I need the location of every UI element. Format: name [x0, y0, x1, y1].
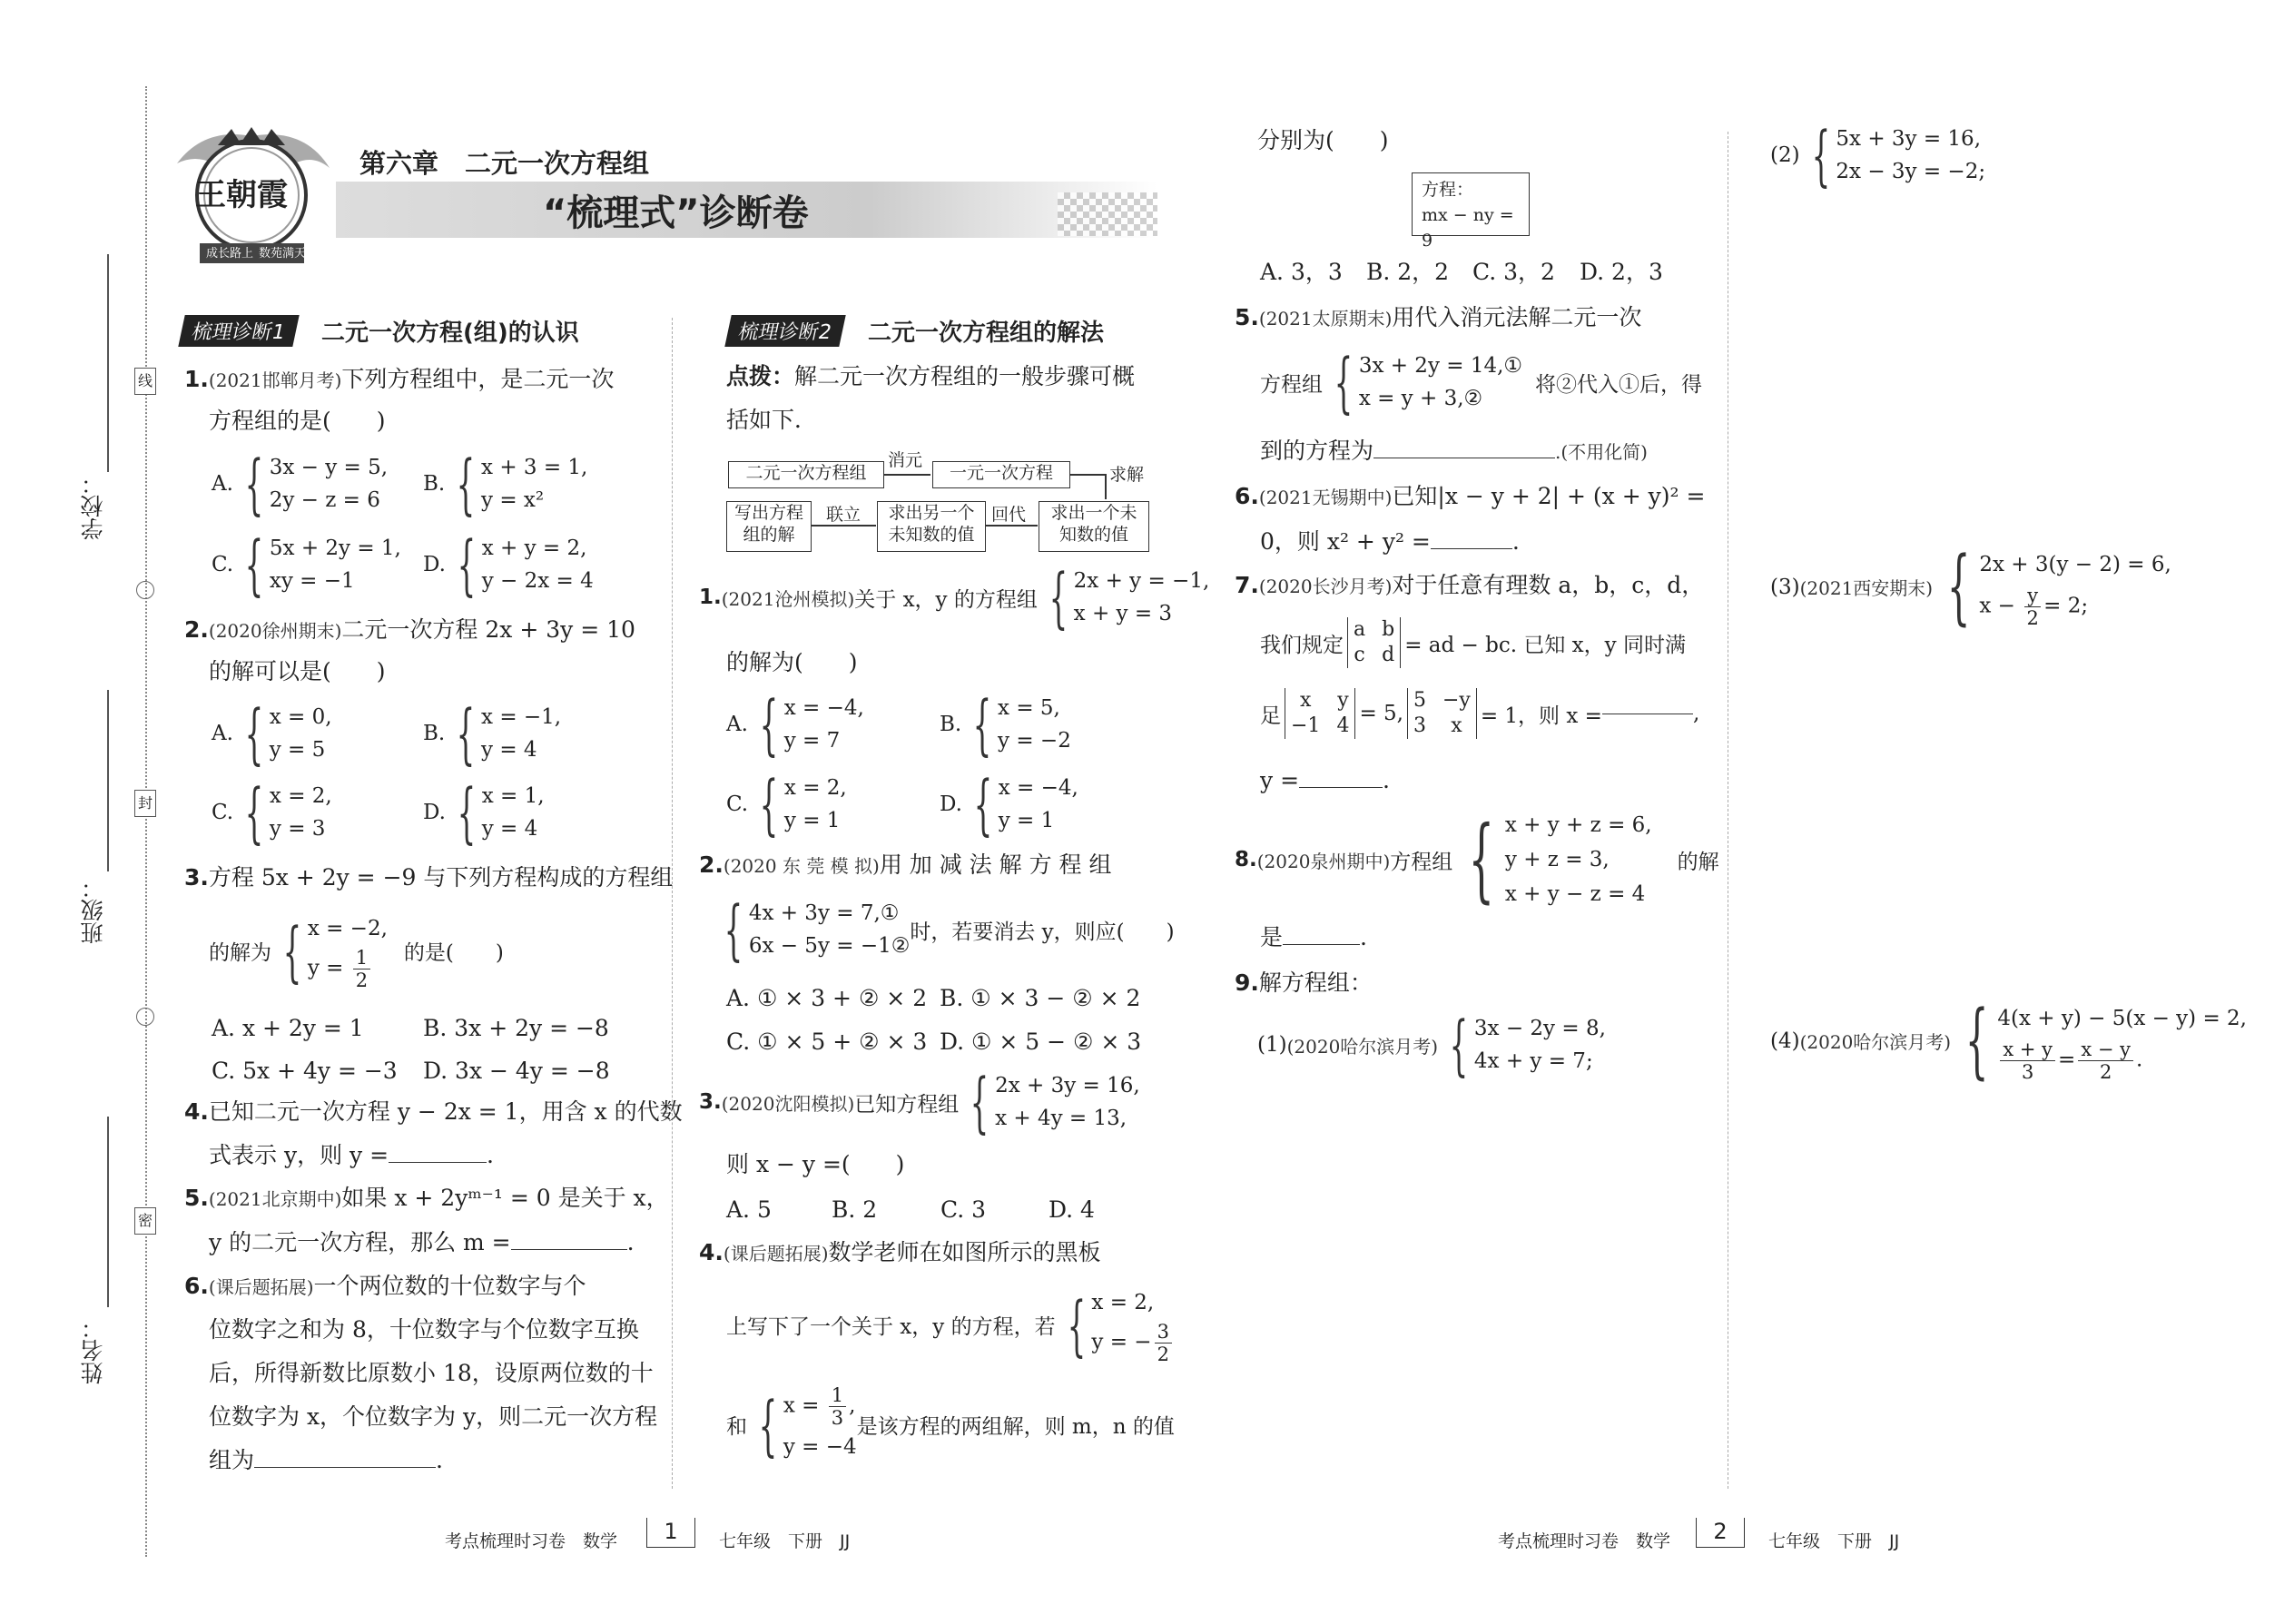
q-text: 下列方程组中，是二元一次	[341, 366, 615, 392]
flow-arrow	[1105, 474, 1107, 499]
q1-option-b[interactable]: B. { x + 3 = 1, y = x²	[423, 446, 588, 522]
p1-option-a[interactable]: A. { x = −4, y = 7	[726, 686, 864, 763]
q1-option-c[interactable]: C. { 5x + 2y = 1, xy = −1	[212, 527, 401, 603]
blackboard: 方程： mx − ny = 9	[1412, 172, 1530, 236]
flow-box-system: 二元一次方程组	[728, 461, 884, 488]
page-number-2: 2	[1696, 1518, 1745, 1548]
q2-text2: 的解可以是( )	[209, 658, 386, 684]
question-p9: 9.解方程组：	[1235, 969, 1373, 996]
p4-line3: 和 { x = $\frac{1}{3}$ , y = −4 是该方程的两组解，则 m，n 的值	[726, 1384, 1175, 1463]
p1-option-c[interactable]: C. { x = 2, y = 1	[726, 766, 847, 842]
binding-line	[145, 86, 147, 1557]
question-p6: 6.(2021无锡期中)已知|x − y + 2| + (x + y)² =	[1235, 483, 1706, 509]
p2-option-d[interactable]: D. ① × 5 − ② × 3	[940, 1029, 1142, 1055]
flow-label-eliminate: 消元	[888, 450, 923, 470]
flow-box-write: 写出方程 组的解	[726, 501, 812, 552]
question-3: 3.方程 5x + 2y = −9 与下列方程构成的方程组	[184, 864, 674, 891]
section-header-2: 梳理诊断2 二元一次方程组的解法	[728, 314, 1104, 347]
question-6: 6.(课后题拓展)一个两位数的十位数字与个	[184, 1273, 586, 1299]
logo-text: 王朝霞	[195, 177, 288, 213]
name-underline	[107, 1117, 109, 1307]
p8-line2: 是 .	[1260, 924, 1367, 950]
q3-option-d[interactable]: D. 3x − 4y = −8	[423, 1058, 610, 1084]
question-p3: 3. (2020沈阳模拟) 已知方程组 { 2x + 3y = 16, x + 4y = 13,	[699, 1064, 1140, 1140]
flow-label-combine: 联立	[826, 505, 861, 525]
flow-label-substitute: 回代	[991, 505, 1027, 525]
punch-hole-icon	[136, 581, 154, 599]
q1-text2: 方程组的是( )	[209, 408, 386, 434]
q2-option-b[interactable]: B. { x = −1, y = 4	[423, 695, 562, 772]
p3-option-b[interactable]: B. 2	[832, 1196, 878, 1223]
p2-system: { 4x + 3y = 7,① 6x − 5y = −1② 时，若要消去 y，则应( )	[724, 891, 1175, 968]
footer-left-right: 七年级 下册 JJ	[719, 1531, 851, 1551]
q1-option-d[interactable]: D. { x + y = 2, y − 2x = 4	[423, 527, 594, 603]
question-2: 2.(2020徐州期末)二元一次方程 2x + 3y = 10	[184, 616, 635, 643]
tip-line2: 括如下．	[726, 407, 818, 433]
section-header-1	[182, 314, 579, 347]
question-p2: 2.(2020 东 莞 模 拟)用 加 减 法 解 方 程 组	[699, 851, 1112, 878]
question-p8: 8. (2020泉州期中) 方程组 { x + y + z = 6, y + z = 3, x + y − z = 4 的解	[1235, 806, 1719, 912]
question-p4: 4.(课后题拓展)数学老师在如图所示的黑板	[699, 1239, 1101, 1265]
p4-option-c[interactable]: C. 3，2	[1472, 259, 1555, 285]
question-p7: 7.(2020长沙月考)对于任意有理数 a，b，c，d，	[1235, 572, 1705, 598]
q-source: (2021邯郸月考)	[208, 369, 342, 391]
p7-line3: 足 x y −1 4 = 5, 5 −y 3 x = 1，则 x = ,	[1260, 689, 1700, 737]
school-underline	[107, 254, 109, 472]
q2-option-d[interactable]: D. { x = 1, y = 4	[423, 774, 545, 851]
p5-system: 方程组 { 3x + 2y = 14,① x = y + 3,② 将②代入①后，得	[1260, 344, 1703, 420]
footer-right: 考点梳理时习卷 数学	[1498, 1531, 1671, 1551]
school-label: 学校：	[80, 472, 106, 540]
question-4: 4.已知二元一次方程 y − 2x = 1，用含 x 的代数	[184, 1098, 683, 1125]
flow-arrow	[811, 525, 876, 527]
p9-sub4: (4) (2020哈尔滨月考) { 4(x + y) − 5(x − y) = 2, $\frac{x + y}{3}$ = $\frac{x - y}{2}$ .	[1770, 992, 2247, 1088]
question-p1: 1. (2021沧州模拟) 关于 x，y 的方程组 { 2x + y = −1, x + y = 3	[699, 559, 1210, 635]
q6-line2: 位数字之和为 8，十位数字与个位数字互换	[209, 1316, 639, 1343]
flow-arrow	[883, 474, 930, 476]
footer-right-right: 七年级 下册 JJ	[1768, 1531, 1900, 1551]
q5-line2: y 的二元一次方程，那么 m = .	[209, 1229, 635, 1255]
p4-continued: 分别为( )	[1257, 127, 1389, 153]
flow-arrow	[985, 525, 1038, 527]
q3-option-c[interactable]: C. 5x + 4y = −3	[212, 1058, 398, 1084]
name-label: 姓名：	[80, 1316, 106, 1384]
p4-option-b[interactable]: B. 2，2	[1366, 259, 1450, 285]
p7-line4: y = .	[1260, 767, 1390, 793]
banner-checker	[1058, 192, 1157, 236]
p2-option-c[interactable]: C. ① × 5 + ② × 3	[726, 1029, 928, 1055]
p4-option-a[interactable]: A. 3，3	[1260, 259, 1343, 285]
logo-sub1: 成长路上	[206, 247, 254, 261]
p5-line4: 到的方程为 .(不用化简)	[1260, 438, 1648, 464]
column-divider	[672, 318, 673, 1489]
seal-mark-secret: 密	[134, 1207, 156, 1235]
p6-line2: 0，则 x² + y² = .	[1260, 528, 1520, 555]
seal-mark-seal: 封	[134, 790, 156, 817]
p7-line2: 我们规定 a b c d = ad − bc. 已知 x，y 同时满	[1260, 618, 1686, 666]
p4-option-d[interactable]: D. 2，3	[1580, 259, 1663, 285]
flow-box-other: 求出另一个 未知数的值	[877, 501, 986, 552]
q-number: 1.	[184, 366, 209, 392]
q3-solution: 的解为 { x = −2, y = $\frac{1}{2}$ 的是( )	[209, 912, 504, 991]
p1-option-b[interactable]: B. { x = 5, y = −2	[940, 686, 1071, 763]
p3-text2: 则 x − y =( )	[726, 1151, 905, 1177]
section-title: 二元一次方程(组)的认识	[321, 319, 579, 347]
seal-mark-line: 线	[134, 368, 156, 395]
chapter-title: 第六章 二元一次方程组	[359, 148, 650, 179]
question-p5: 5.(2021太原期末)用代入消元法解二元一次	[1235, 304, 1642, 330]
p2-option-a[interactable]: A. ① × 3 + ② × 2	[726, 985, 928, 1011]
p1-option-d[interactable]: D. { x = −4, y = 1	[940, 766, 1078, 842]
q6-line3: 后，所得新数比原数小 18，设原两位数的十	[209, 1360, 654, 1386]
p9-sub2: (2) { 5x + 3y = 16, 2x − 3y = −2;	[1770, 117, 1986, 193]
question-5: 5.(2021北京期中)如果 x + 2yᵐ⁻¹ = 0 是关于 x，	[184, 1185, 669, 1211]
p3-option-a[interactable]: A. 5	[726, 1196, 772, 1223]
class-underline	[107, 690, 109, 871]
footer-left: 考点梳理时习卷 数学	[445, 1531, 618, 1551]
p1-text2: 的解为( )	[726, 649, 858, 675]
paper-title: “梳理式”诊断卷	[543, 192, 809, 234]
flow-box-one: 求出一个未 知数的值	[1039, 501, 1149, 552]
flow-arrow	[1069, 474, 1106, 476]
question-1	[184, 366, 614, 394]
class-label: 班级：	[80, 876, 106, 944]
logo-sub2: 数苑满天	[259, 247, 307, 261]
q4-line2: 式表示 y，则 y = .	[209, 1142, 494, 1168]
p9-sub3: (3) (2021西安期末) { 2x + 3(y − 2) = 6, x − $\frac{y}{2}$ = 2;	[1770, 538, 2171, 635]
p3-option-c[interactable]: C. 3	[940, 1196, 987, 1223]
q1-option-a[interactable]: A. { 3x − y = 5, 2y − z = 6	[212, 446, 389, 522]
logo-badge	[168, 127, 336, 272]
q6-line4: 位数字为 x，个位数字为 y，则二元一次方程	[209, 1403, 658, 1430]
q3-option-a[interactable]: A. x + 2y = 1	[212, 1015, 364, 1041]
p9-sub1: (1) (2020哈尔滨月考) { 3x − 2y = 8, 4x + y = 7;	[1257, 1007, 1606, 1083]
q2-option-c[interactable]: C. { x = 2, y = 3	[212, 774, 332, 851]
tip-line1: 点拨：解二元一次方程组的一般步骤可概	[726, 363, 1136, 389]
punch-hole-icon	[136, 1008, 154, 1026]
p2-option-b[interactable]: B. ① × 3 − ② × 2	[940, 985, 1141, 1011]
q3-option-b[interactable]: B. 3x + 2y = −8	[423, 1015, 609, 1041]
section-tag: 梳理诊断1	[178, 315, 299, 347]
q2-option-a[interactable]: A. { x = 0, y = 5	[212, 695, 332, 772]
p3-option-d[interactable]: D. 4	[1049, 1196, 1095, 1223]
flow-label-solve: 求解	[1109, 465, 1145, 485]
p4-line2: 上写下了一个关于 x，y 的方程，若 { x = 2, y = − $\frac{3}{2}$	[726, 1284, 1175, 1365]
q6-line5: 组为 .	[209, 1447, 443, 1473]
page-number-1: 1	[646, 1518, 695, 1548]
flow-box-linear: 一元一次方程	[932, 461, 1070, 488]
